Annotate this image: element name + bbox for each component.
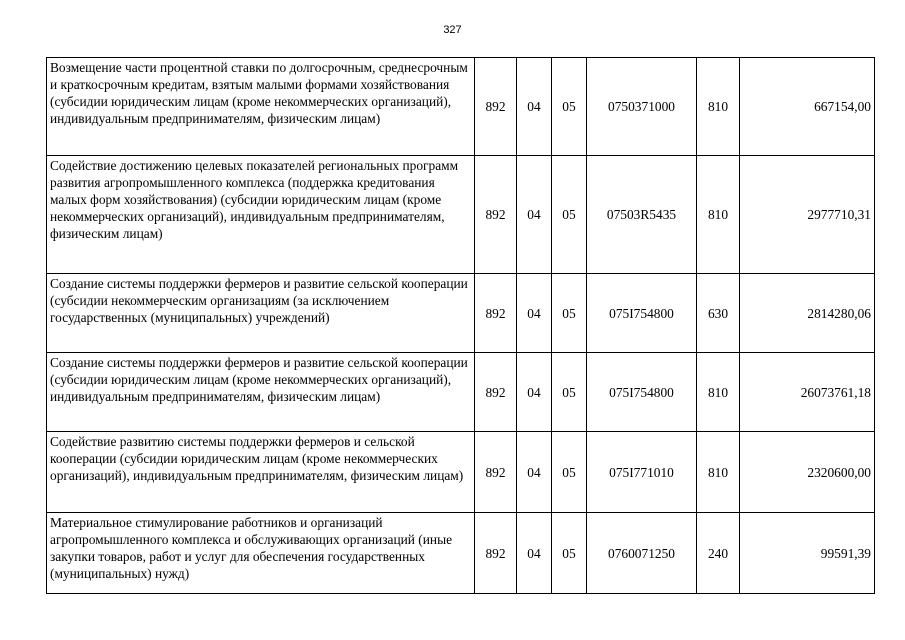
section-code: 04 [517, 156, 552, 274]
subsection-code: 05 [552, 432, 587, 513]
amount: 2977710,31 [740, 156, 875, 274]
row-description: Материальное стимулирование работников и организаций агропромышленного комплекса и обслуживающих организаций (иные закупки товаров, работ и услуг для обеспечения государственных (муниципальных) нужд) [47, 513, 475, 594]
row-description: Содействие достижению целевых показателей региональных программ развития агропромышленного комплекса (поддержка кредитования малых форм хозяйствования) (субсидии юридическим лицам (кроме некоммерческих организаций), индивидуальным предпринимателям, физическим лицам) [47, 156, 475, 274]
ministry-code: 892 [475, 156, 517, 274]
section-code: 04 [517, 513, 552, 594]
target-article-code: 075I754800 [587, 274, 697, 353]
amount: 2320600,00 [740, 432, 875, 513]
subsection-code: 05 [552, 274, 587, 353]
subsection-code: 05 [552, 156, 587, 274]
section-code: 04 [517, 353, 552, 432]
subsection-code: 05 [552, 513, 587, 594]
page-number: 327 [443, 24, 462, 36]
table-row [47, 274, 875, 353]
expense-type-code: 630 [697, 274, 740, 353]
table-row [47, 353, 875, 432]
target-article-code: 0750371000 [587, 58, 697, 156]
table-row [47, 156, 875, 274]
target-article-code: 07503R5435 [587, 156, 697, 274]
budget-table [46, 57, 875, 594]
section-code: 04 [517, 274, 552, 353]
section-code: 04 [517, 58, 552, 156]
target-article-code: 075I754800 [587, 353, 697, 432]
row-description: Возмещение части процентной ставки по долгосрочным, среднесрочным и краткосрочным кредитам, взятым малыми формами хозяйствования (субсидии юридическим лицам (кроме некоммерческих организаций), индивидуальным предпринимателям, физическим лицам) [47, 58, 475, 156]
expense-type-code: 810 [697, 58, 740, 156]
expense-type-code: 810 [697, 353, 740, 432]
amount: 26073761,18 [740, 353, 875, 432]
subsection-code: 05 [552, 58, 587, 156]
row-description: Содействие развитию системы поддержки фермеров и сельской кооперации (субсидии юридическим лицам (кроме некоммерческих организаций), индивидуальным предпринимателям, физическим лицам) [47, 432, 475, 513]
row-description: Создание системы поддержки фермеров и развитие сельской кооперации (субсидии юридическим лицам (кроме некоммерческих организаций), индивидуальным предпринимателям, физическим лицам) [47, 353, 475, 432]
amount: 667154,00 [740, 58, 875, 156]
amount: 99591,39 [740, 513, 875, 594]
ministry-code: 892 [475, 513, 517, 594]
expense-type-code: 810 [697, 432, 740, 513]
section-code: 04 [517, 432, 552, 513]
ministry-code: 892 [475, 58, 517, 156]
amount: 2814280,06 [740, 274, 875, 353]
target-article-code: 075I771010 [587, 432, 697, 513]
table-row [47, 513, 875, 594]
ministry-code: 892 [475, 353, 517, 432]
target-article-code: 0760071250 [587, 513, 697, 594]
table-row [47, 432, 875, 513]
row-description: Создание системы поддержки фермеров и развитие сельской кооперации (субсидии некоммерческим организациям (за исключением государственных (муниципальных) учреждений) [47, 274, 475, 353]
subsection-code: 05 [552, 353, 587, 432]
expense-type-code: 240 [697, 513, 740, 594]
ministry-code: 892 [475, 432, 517, 513]
expense-type-code: 810 [697, 156, 740, 274]
table-row [47, 58, 875, 156]
ministry-code: 892 [475, 274, 517, 353]
